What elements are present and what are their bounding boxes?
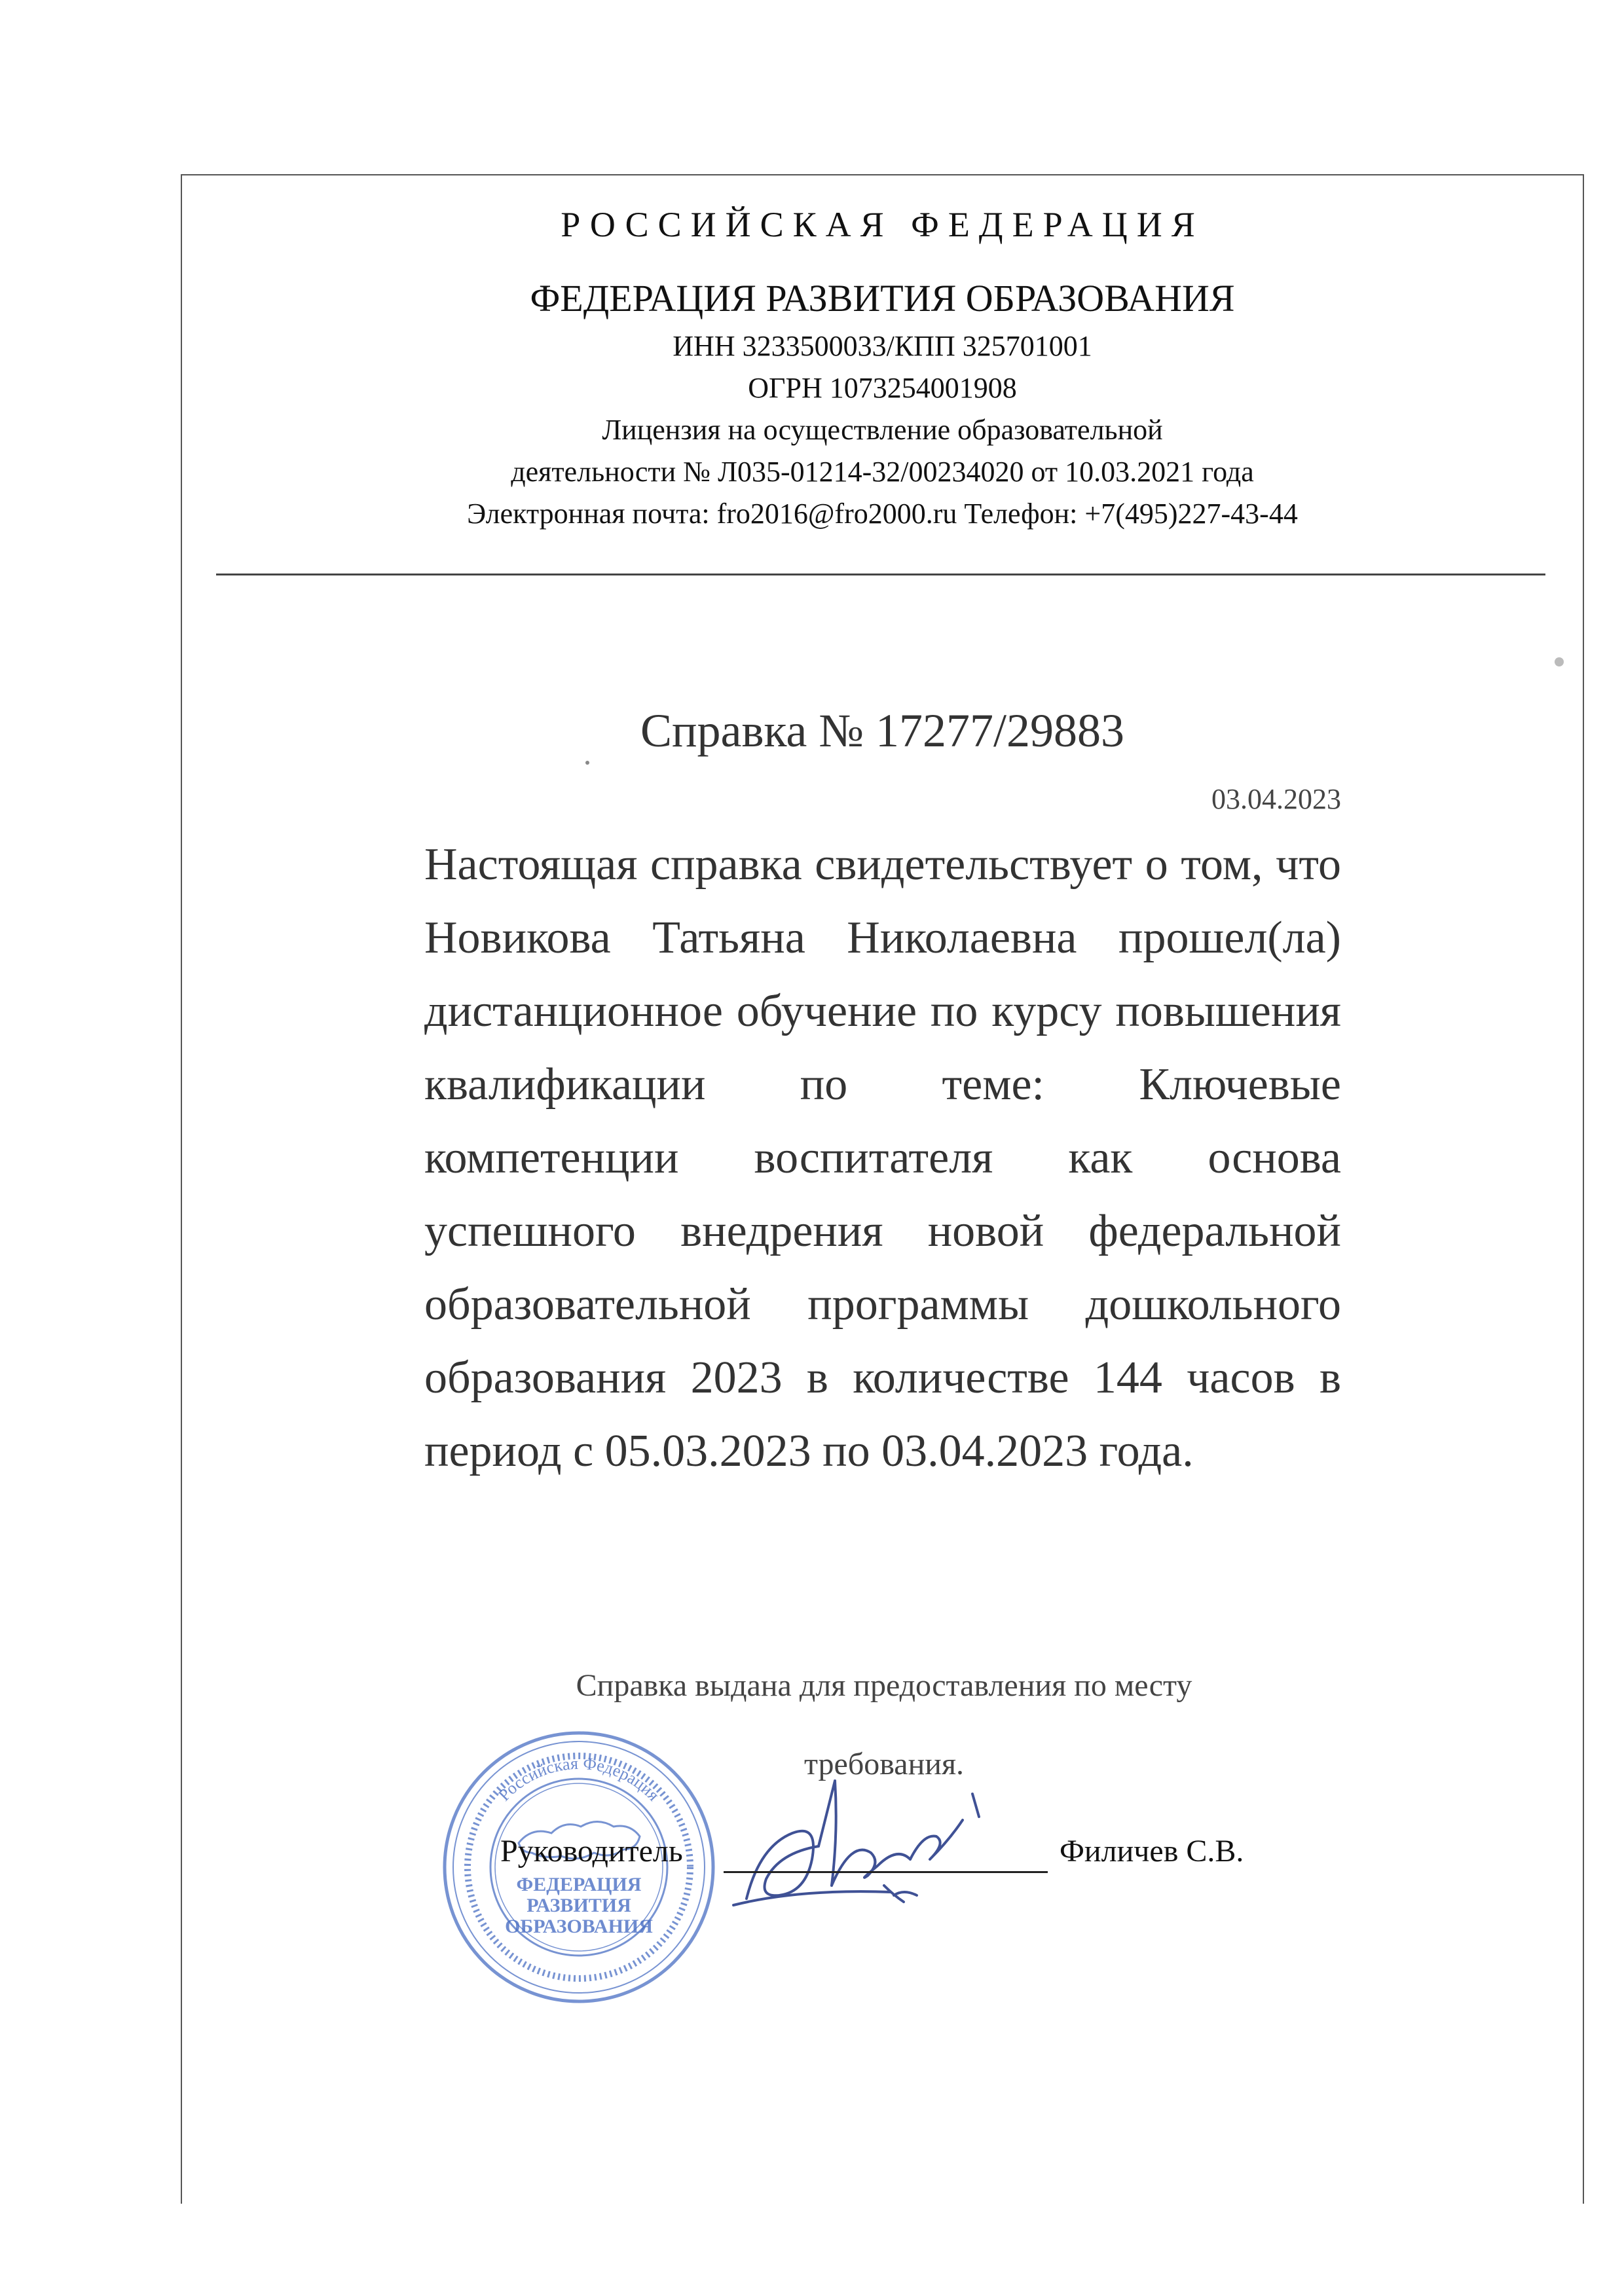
handwritten-signature [720, 1755, 1002, 1951]
signature-line [724, 1871, 1048, 1873]
page-frame-top [181, 174, 1584, 175]
inn-kpp: ИНН 3233500033/КПП 325701001 [673, 330, 1092, 362]
country-name: РОССИЙСКАЯ ФЕДЕРАЦИЯ [561, 205, 1204, 244]
seal-center-line-3: ОБРАЗОВАНИЯ [505, 1916, 653, 1937]
signatory-name: Филичев С.В. [1060, 1834, 1244, 1868]
seal-center-line-1: ФЕДЕРАЦИЯ [516, 1874, 642, 1895]
header-divider [216, 574, 1545, 575]
seal-center-line-2: РАЗВИТИЯ [526, 1895, 631, 1916]
scan-speck-small [585, 761, 589, 765]
scan-speck [1555, 657, 1564, 666]
document-title: Справка № 17277/29883 [640, 704, 1125, 757]
signatory-role: Руководитель [500, 1834, 683, 1868]
document-date: 03.04.2023 [1211, 783, 1341, 815]
ogrn: ОГРН 1073254001908 [748, 372, 1017, 404]
contact-info: Электронная почта: fro2016@fro2000.ru Телефон: +7(495)227-43-44 [467, 498, 1298, 530]
document-body: Настоящая справка свидетельствует о том, что Новикова Татьяна Николаевна прошел(ла) дистанционное обучение по курсу повышения квалификации по теме: Ключевые компетенции воспитателя как основа успешного внедрения новой федеральной образовательной программы дошкольного образования 2023 в количестве 144 часов в период с 05.03.2023 по 03.04.2023 года. [424, 839, 1341, 1476]
organization-name: ФЕДЕРАЦИЯ РАЗВИТИЯ ОБРАЗОВАНИЯ [530, 277, 1235, 319]
license-line-2: деятельности № Л035-01214-32/00234020 от 10.03.2021 года [511, 456, 1254, 488]
seal-top-text: Российская Федерация [494, 1753, 663, 1805]
issued-note: Справка выдана для предоставления по месту требования. [576, 1668, 1192, 1781]
license-line-1: Лицензия на осуществление образовательной [602, 414, 1163, 446]
